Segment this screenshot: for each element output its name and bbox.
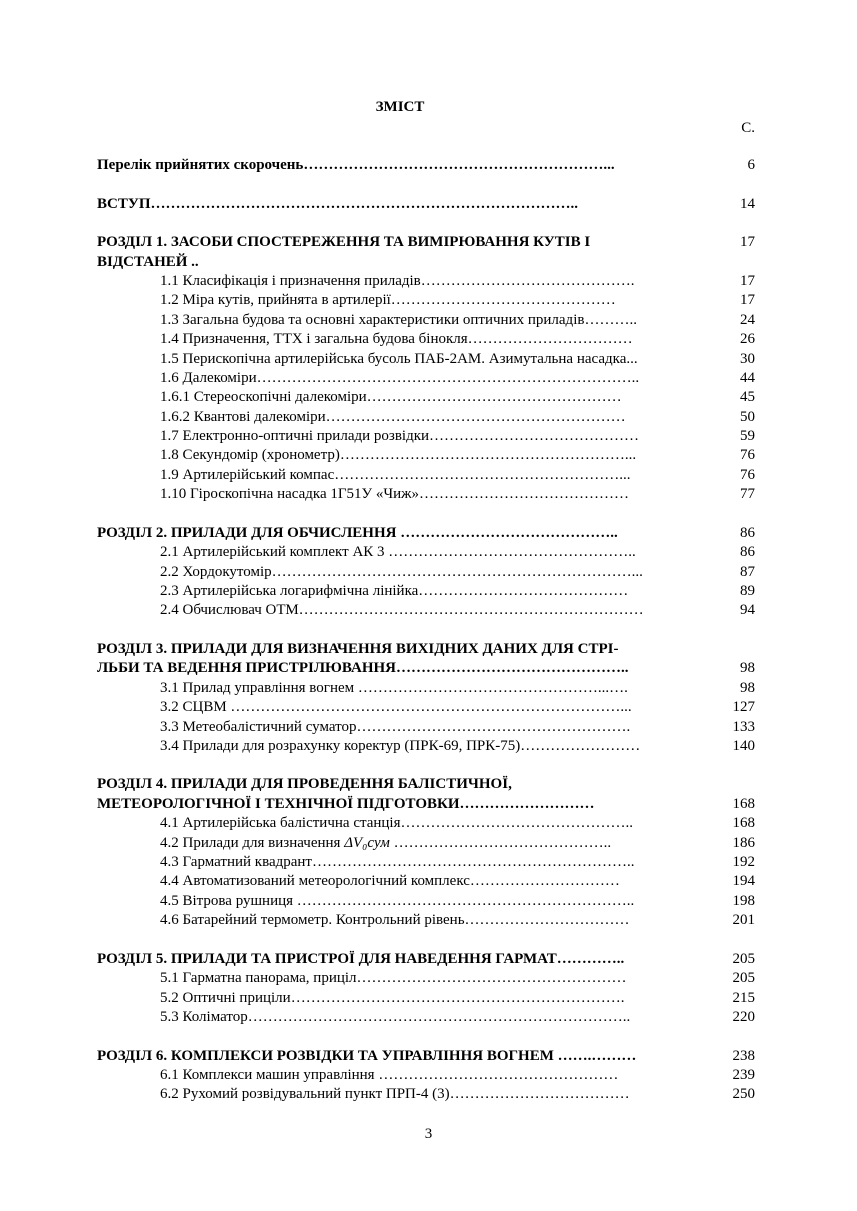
toc-entry-title: 1.5 Перископічна артилерійська бусоль ПАБ-2АМ. Азимутальна насадка... [160, 350, 638, 367]
toc-entry-title: РОЗДІЛ 6. КОМПЛЕКСИ РОЗВІДКИ ТА УПРАВЛІННЯ ВОГНЕМ …….……… [97, 1047, 637, 1064]
toc-entry-title-group [160, 834, 611, 853]
toc-subsection-row [0, 1008, 857, 1027]
toc-entry-page: 239 [732, 1066, 755, 1083]
section-spacer [0, 505, 857, 524]
toc-entry-page: 201 [732, 912, 755, 929]
toc-section-row [0, 195, 857, 214]
toc-entry-page: 17 [740, 292, 755, 309]
toc-entry-page: 140 [732, 737, 755, 754]
toc-subsection-row [0, 291, 857, 310]
toc-subsection-row [0, 466, 857, 485]
toc-subsection-row [0, 388, 857, 407]
toc-subsection-row [0, 718, 857, 737]
toc-entry-title: МЕТЕОРОЛОГІЧНОЇ І ТЕХНІЧНОЇ ПІДГОТОВКИ……………………… [97, 795, 595, 812]
toc-entry-title: ЛЬБИ ТА ВЕДЕННЯ ПРИСТРІЛЮВАННЯ……………………………………….. [97, 660, 629, 677]
toc-subsection-row [0, 892, 857, 911]
toc-subsection-row [0, 311, 857, 330]
toc-subsection-row [0, 872, 857, 891]
toc-subsection-row [0, 485, 857, 504]
toc-entry-page: 98 [740, 679, 755, 696]
toc-subsection-row [0, 601, 857, 620]
toc-entry-page: 77 [740, 486, 755, 503]
toc-entry-title: РОЗДІЛ 1. ЗАСОБИ СПОСТЕРЕЖЕННЯ ТА ВИМІРЮВАННЯ КУТІВ І [97, 234, 591, 251]
toc-entry-page: 168 [732, 795, 755, 812]
toc-section-row [0, 640, 857, 659]
toc-entry-title: 1.7 Електронно-оптичні прилади розвідки…………………………………… [160, 428, 640, 445]
section-spacer [0, 214, 857, 233]
toc-entry-title: 1.9 Артилерійський компас…………………………………………………... [160, 466, 631, 483]
toc-entry-page: 186 [732, 834, 755, 851]
toc-entry-page: 26 [740, 331, 755, 348]
toc-subsection-row [0, 369, 857, 388]
toc-subsection-row [0, 408, 857, 427]
toc-entry-page: 59 [740, 428, 755, 445]
toc-entry-page: 44 [740, 369, 755, 386]
toc-entry-title: 4.5 Вітрова рушниця ………………………………………………………….. [160, 892, 635, 909]
toc-subsection-row [0, 698, 857, 717]
toc-section-row [0, 156, 857, 175]
toc-entry-page: 98 [740, 660, 755, 677]
toc-entry-title: РОЗДІЛ 2. ПРИЛАДИ ДЛЯ ОБЧИСЛЕННЯ …………………………………….. [97, 524, 618, 541]
toc-entry-title: 2.3 Артилерійська логарифмічна лінійка…………………………………… [160, 582, 629, 599]
toc-subsection-row [0, 737, 857, 756]
toc-entry-title: 3.1 Прилад управління вогнем …………………………………………...…. [160, 679, 628, 696]
section-spacer [0, 621, 857, 640]
toc-entry-title: 1.2 Міра кутів, прийнята в артилерії……………………………………… [160, 292, 616, 309]
toc-entry-title: 1.8 Секундомір (хронометр)…………………………………………………... [160, 447, 637, 464]
toc-entry-page: 94 [740, 602, 755, 619]
toc-entry-title: 1.1 Класифікація і призначення приладів……………………………………. [160, 272, 635, 289]
toc-entry-title: 1.10 Гіроскопічна насадка 1Г51У «Чиж»…………………………………… [160, 486, 630, 503]
toc-subsection-row [0, 911, 857, 930]
toc-entry-page: 14 [740, 195, 755, 212]
toc-entry-title: 1.6 Далекоміри………………………………………………………………….. [160, 369, 640, 386]
toc-entry-title: 5.2 Оптичні приціли…………………………………………………………. [160, 989, 625, 1006]
toc-subsection-row [0, 969, 857, 988]
toc-entry-page: 133 [732, 718, 755, 735]
toc-subsection-row [0, 427, 857, 446]
toc-entry-page: 87 [740, 563, 755, 580]
toc-entry-page: 30 [740, 350, 755, 367]
page-column-label: С. [741, 120, 755, 136]
toc-entry-page: 205 [732, 950, 755, 967]
toc-subsection-row [0, 1085, 857, 1104]
toc-entry-page: 215 [732, 989, 755, 1006]
toc-entry-title: ВСТУП………………………………………………………………………….. [97, 195, 579, 212]
toc-entry-page: 194 [732, 873, 755, 890]
toc-entry-title: 3.2 СЦВМ ……………………………………………………………………... [160, 699, 632, 716]
toc-entry-page: 205 [732, 970, 755, 987]
section-spacer [0, 756, 857, 775]
toc-entry-title: 3.3 Метеобалістичний суматор………………………………………………. [160, 718, 631, 735]
toc-entry-title: 3.4 Прилади для розрахунку коректур (ПРК-69, ПРК-75)…………………… [160, 737, 641, 754]
toc-entry-title: 1.6.2 Квантові далекоміри…………………………………………………… [160, 408, 626, 425]
toc-entry-page: 24 [740, 311, 755, 328]
toc-entry-title: 5.3 Коліматор………………………………………………………………….. [160, 1008, 631, 1025]
toc-entry-page: 220 [732, 1008, 755, 1025]
toc-entry-title: 1.3 Загальна будова та основні характеристики оптичних приладів……….. [160, 311, 637, 328]
toc-entry-page: 168 [732, 815, 755, 832]
toc-entry-page: 127 [732, 699, 755, 716]
toc-entry-title: 4.4 Автоматизований метеорологічний комплекс………………………… [160, 873, 620, 890]
toc-entry-page: 192 [732, 854, 755, 871]
toc-entry-title: 4.1 Артилерійська балістична станція……………………………………….. [160, 815, 633, 832]
toc-section-row [0, 659, 857, 678]
section-spacer [0, 1027, 857, 1046]
toc-subsection-row [0, 446, 857, 465]
toc-entry-page: 17 [740, 234, 755, 251]
toc-entry-page: 45 [740, 389, 755, 406]
section-spacer [0, 931, 857, 950]
toc-entry-page: 238 [732, 1047, 755, 1064]
toc-subsection-row [0, 350, 857, 369]
toc-entry-title: 5.1 Гарматна панорама, приціл……………………………………………… [160, 970, 627, 987]
toc-section-row [0, 795, 857, 814]
toc-entry-title: РОЗДІЛ 4. ПРИЛАДИ ДЛЯ ПРОВЕДЕННЯ БАЛІСТИЧНОЇ, [97, 776, 512, 793]
toc-subsection-row [0, 563, 857, 582]
toc-entry-title: 4.6 Батарейний термометр. Контрольний рівень…………………………… [160, 912, 630, 929]
toc-subsection-row [0, 814, 857, 833]
toc-entry-title: Перелік прийнятих скорочень……………………………………………………... [97, 157, 615, 173]
toc-entry-page: 76 [740, 447, 755, 464]
toc-entry-page: 86 [740, 524, 755, 541]
toc-subsection-row [0, 834, 857, 853]
toc-section-row [0, 233, 857, 252]
toc-entry-title: РОЗДІЛ 5. ПРИЛАДИ ТА ПРИСТРОЇ ДЛЯ НАВЕДЕННЯ ГАРМАТ………….. [97, 950, 625, 967]
toc-entry-title: РОЗДІЛ 3. ПРИЛАДИ ДЛЯ ВИЗНАЧЕННЯ ВИХІДНИХ ДАНИХ ДЛЯ СТРІ- [97, 640, 619, 657]
toc-section-row [0, 1047, 857, 1066]
toc-entry-page: 198 [732, 892, 755, 909]
toc-entry-title: 4.2 Прилади для визначення [160, 834, 341, 851]
toc-entry-title: 1.4 Призначення, ТТХ і загальна будова бінокля…………………………… [160, 331, 633, 348]
toc-entry-page: 6 [747, 157, 755, 173]
toc-entry-title: 6.1 Комплекси машин управління ………………………………………… [160, 1066, 619, 1083]
toc-subsection-row [0, 1066, 857, 1085]
toc-entry-title: ВІДСТАНЕЙ .. [97, 253, 199, 270]
toc-entry-page: 250 [732, 1086, 755, 1103]
toc-entry-page: 89 [740, 582, 755, 599]
toc-entry-page: 50 [740, 408, 755, 425]
toc-entry-page: 86 [740, 544, 755, 561]
page-number: 3 [424, 1126, 433, 1142]
toc-subsection-row [0, 679, 857, 698]
toc-section-row [0, 524, 857, 543]
toc-section-row [0, 775, 857, 794]
toc-entry-title: 6.2 Рухомий розвідувальний пункт ПРП-4 (3)……………………………… [160, 1086, 630, 1103]
table-of-contents [0, 156, 857, 1105]
toc-entry-page: 76 [740, 466, 755, 483]
toc-entry-title: 2.1 Артилерійський комплект АК 3 ………………………………………….. [160, 544, 636, 561]
toc-subsection-row [0, 853, 857, 872]
toc-subsection-row [0, 989, 857, 1008]
toc-section-row [0, 253, 857, 272]
toc-entry-title: 2.2 Хордокутомір………………………………………………………………... [160, 563, 643, 580]
toc-subsection-row [0, 543, 857, 562]
toc-subsection-row [0, 582, 857, 601]
toc-entry-title: 4.3 Гарматний квадрант……………………………………………………….. [160, 854, 635, 871]
toc-section-row [0, 950, 857, 969]
toc-entry-leader: …………………………………….. [389, 834, 612, 851]
toc-entry-formula: ΔV₀сум [344, 834, 390, 851]
section-spacer [0, 175, 857, 194]
toc-subsection-row [0, 272, 857, 291]
page-title: ЗМІСТ [375, 99, 425, 115]
toc-subsection-row [0, 330, 857, 349]
toc-entry-title: 2.4 Обчислювач ОТМ…………………………………………………………… [160, 602, 644, 619]
toc-entry-page: 17 [740, 272, 755, 289]
toc-entry-title: 1.6.1 Стереоскопічні далекоміри…………………………………………… [160, 389, 622, 406]
